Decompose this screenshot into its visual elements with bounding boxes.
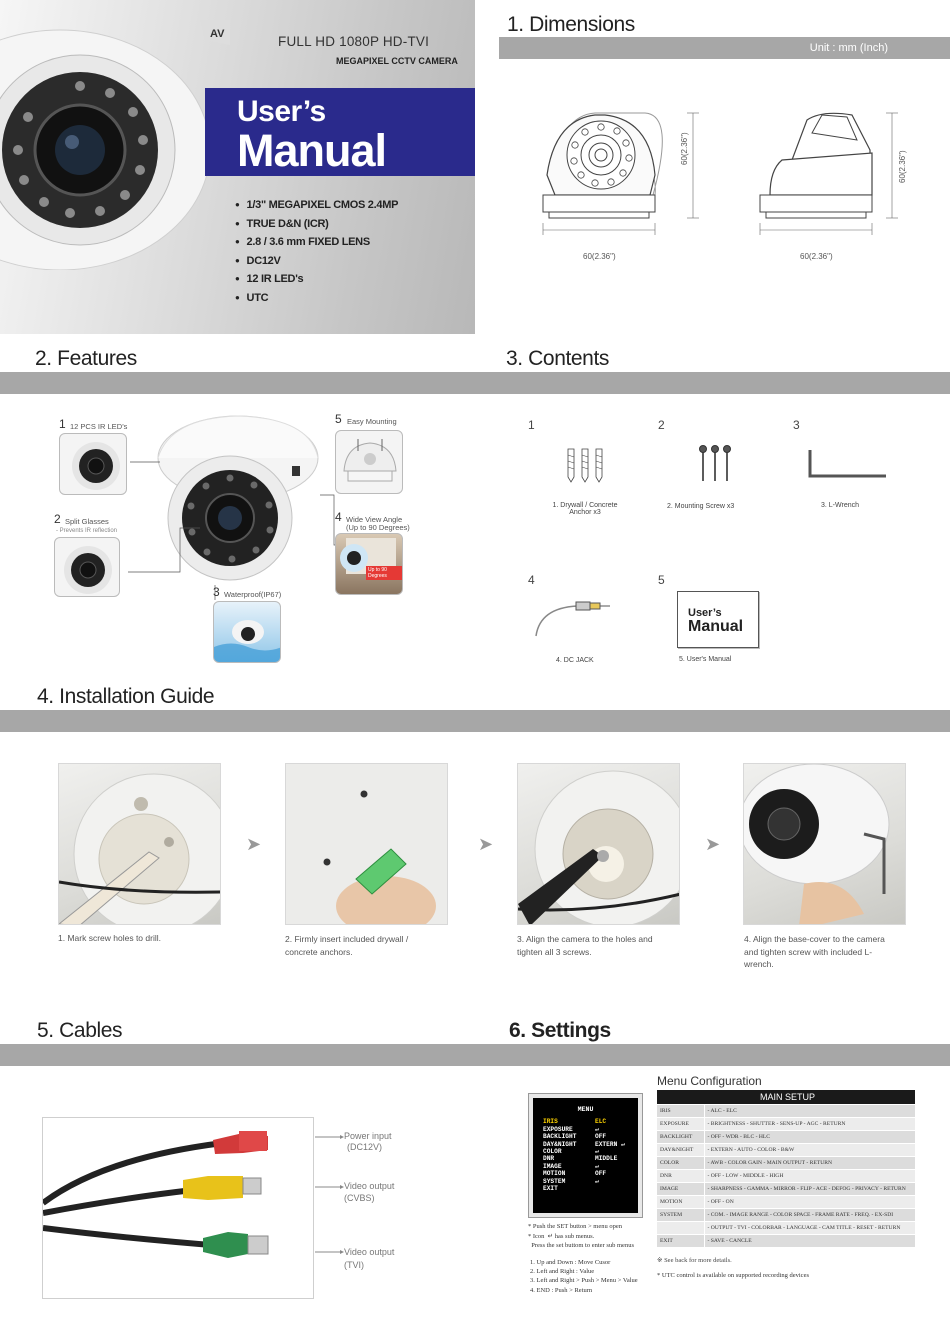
front-height-label: 60(2.36") <box>680 132 689 165</box>
setup-value: - BRIGHTNESS - SHUTTER - SENS-UP - AGC - RETURN <box>704 1117 915 1130</box>
install-step-2-photo <box>285 763 448 925</box>
setup-key <box>657 1221 704 1234</box>
content-1-label: 1. Drywall / Concrete Anchor x3 <box>552 502 618 516</box>
main-setup-header: MAIN SETUP <box>657 1090 915 1104</box>
setup-key: DAY&NIGHT <box>657 1143 704 1156</box>
screw-illustration <box>695 445 735 485</box>
installation-title: 4. Installation Guide <box>37 685 215 708</box>
setup-key: BACKLIGHT <box>657 1130 704 1143</box>
installation-bar <box>0 710 950 732</box>
feature-4-thumb <box>335 533 403 595</box>
feature-5-thumb <box>335 430 403 494</box>
osd-note: * Push the SET button > menu open <box>528 1223 623 1230</box>
content-3-num: 3 <box>793 418 800 432</box>
content-2-num: 2 <box>658 418 665 432</box>
dc-jack-illustration <box>532 596 617 638</box>
setup-value: - COM. - IMAGE RANGE - COLOR SPACE - FRAME RATE - FREQ. - EX-SDI <box>704 1208 915 1221</box>
key-instruction: 1. Up and Down : Move Cusor <box>530 1259 611 1266</box>
setup-key: EXPOSURE <box>657 1117 704 1130</box>
setup-key: DNR <box>657 1169 704 1182</box>
osd-row-key: SYSTEM <box>543 1177 566 1185</box>
install-step-1-text: 1. Mark screw holes to drill. <box>58 933 161 943</box>
setup-key: IRIS <box>657 1104 704 1117</box>
unit-label: Unit : mm (Inch) <box>809 42 888 54</box>
features-title: 2. Features <box>35 347 137 370</box>
osd-row-val: ↵ <box>595 1148 599 1156</box>
spec-item: ● TRUE D&N (ICR) <box>235 218 398 237</box>
setup-value: - OFF - LOW - MIDDLE - HIGH <box>704 1169 915 1182</box>
step-arrow-3: ➤ <box>705 834 721 854</box>
key-instruction: 4. END : Push > Return <box>530 1286 593 1294</box>
anchor-illustration <box>560 447 610 485</box>
section-bar-5-6 <box>0 1044 950 1066</box>
front-view-drawing <box>535 105 710 270</box>
content-5-num: 5 <box>658 573 665 587</box>
settings-title: 6. Settings <box>509 1019 611 1042</box>
cable-2-label: Video output <box>344 1181 395 1191</box>
spec-item: ● UTC <box>235 292 398 311</box>
booklet-title-2: Manual <box>688 618 744 635</box>
note-utc: * UTC control is available on supported recording devices <box>657 1272 809 1279</box>
cable-3-sub: (TVI) <box>344 1260 364 1270</box>
booklet-title-1: User’s <box>688 607 722 619</box>
cable-1-sub: (DC12V) <box>347 1142 383 1152</box>
front-width-label: 60(2.36") <box>583 252 616 261</box>
content-2-label: 2. Mounting Screw x3 <box>667 503 735 510</box>
spec-item: ● DC12V <box>235 255 398 274</box>
feature-3-num: 3 <box>213 585 220 599</box>
setup-key: COLOR <box>657 1156 704 1169</box>
product-subtitle: MEGAPIXEL CCTV CAMERA <box>336 56 458 66</box>
feature-1-thumb <box>59 433 127 495</box>
manual-title-line2: Manual <box>237 125 387 176</box>
content-5-label: 5. User's Manual <box>679 656 732 663</box>
setup-key: MOTION <box>657 1195 704 1208</box>
feature-5-label: Easy Mounting <box>347 417 397 426</box>
osd-row-val: MIDDLE <box>595 1155 618 1163</box>
spec-list <box>235 199 398 310</box>
install-step-4-text: 4. Align the base-cover to the camera and tighten screw with included L-wrench. <box>744 934 885 969</box>
feature-2-label: Split Glasses <box>65 517 109 526</box>
spec-item: ● 12 IR LED's <box>235 273 398 292</box>
setup-value: - SAVE - CANCLE <box>704 1234 915 1247</box>
dimensions-title: 1. Dimensions <box>507 13 635 36</box>
content-3-label: 3. L-Wrench <box>821 502 859 509</box>
manual-booklet-illustration <box>677 591 759 648</box>
content-1-num: 1 <box>528 418 535 432</box>
cable-1-label: Power input <box>344 1131 392 1141</box>
setup-value: - ALC - ELC <box>704 1104 915 1117</box>
spec-item: ● 2.8 / 3.6 mm FIXED LENS <box>235 236 398 255</box>
install-step-3-photo <box>517 763 680 925</box>
setup-key: IMAGE <box>657 1182 704 1195</box>
feature-3-label: Waterproof(IP67) <box>224 590 282 599</box>
brand-logo: AV <box>210 28 225 40</box>
osd-row-val: ELC <box>595 1118 607 1126</box>
feature-1-num: 1 <box>59 417 66 431</box>
key-instruction: 2. Left and Right : Value <box>530 1268 595 1276</box>
setup-value: - OFF - WDR - BLC - HLC <box>704 1130 915 1143</box>
osd-row-key: DNR <box>543 1155 555 1163</box>
cable-2-sub: (CVBS) <box>344 1193 375 1203</box>
setup-value: - OFF - ON <box>704 1195 915 1208</box>
feature-2-num: 2 <box>54 512 61 526</box>
install-step-1-photo <box>58 763 221 925</box>
osd-row-key: EXPOSURE <box>543 1125 573 1133</box>
osd-notes <box>528 1222 634 1251</box>
step-arrow-1: ➤ <box>246 834 262 854</box>
osd-row-key: MOTION <box>543 1170 566 1178</box>
osd-note: * Icon ↵ has sub menus. <box>528 1232 595 1240</box>
cable-3-label: Video output <box>344 1247 395 1257</box>
key-instructions <box>530 1258 638 1295</box>
feature-1-label: 12 PCS IR LED’s <box>70 422 128 431</box>
section-bar-2-3 <box>0 372 950 394</box>
osd-menu-screen <box>528 1093 643 1218</box>
cables-title: 5. Cables <box>37 1019 123 1042</box>
install-step-3-text: 3. Align the camera to the holes and tighten all 3 screws. <box>517 934 653 957</box>
osd-row-val: ↵ <box>595 1125 599 1133</box>
l-wrench-illustration <box>806 448 888 480</box>
angle-badge: Up to 90 Degrees <box>366 566 402 580</box>
setup-value: - AWB - COLOR GAIN - MAIN OUTPUT - RETURN <box>704 1156 915 1169</box>
cables-photo <box>42 1117 314 1299</box>
setup-key: SYSTEM <box>657 1208 704 1221</box>
key-instruction: 3. Left and Right > Push > Menu > Value <box>530 1277 638 1285</box>
content-4-num: 4 <box>528 573 535 587</box>
manual-title-line1: User’s <box>237 95 326 128</box>
osd-row-key: IRIS <box>543 1118 558 1126</box>
dome-camera-illustration <box>0 0 230 270</box>
feature-connector-lines <box>120 440 360 600</box>
content-4-label: 4. DC JACK <box>556 657 594 664</box>
setup-value: - OUTPUT - TVI - COLORBAR - LANGUAGE - CAM TITLE - RESET - RETURN <box>704 1221 915 1234</box>
osd-row-val: EXTERN ↵ <box>595 1140 625 1148</box>
setup-key: EXIT <box>657 1234 704 1247</box>
main-setup-table <box>657 1090 915 1248</box>
feature-4-num: 4 <box>335 510 342 524</box>
install-step-4-photo <box>743 763 906 925</box>
osd-note: Press the set buttom to enter sub menus <box>528 1242 634 1249</box>
osd-row-key: DAY&NIGHT <box>543 1140 577 1148</box>
contents-title: 3. Contents <box>506 347 609 370</box>
osd-row-val: OFF <box>595 1170 607 1178</box>
install-step-2-text: 2. Firmly insert included drywall / concrete anchors. <box>285 934 409 957</box>
product-line: FULL HD 1080P HD-TVI <box>278 34 430 49</box>
note-see-back: ※ See back for more details. <box>657 1257 732 1264</box>
feature-4-note: (Up to 90 Degrees) <box>346 523 410 532</box>
setup-value: - SHARPNESS - GAMMA - MIRROR - FLIP - ACE - DEFOG - PRIVACY - RETURN <box>704 1182 915 1195</box>
osd-row-val: ↵ <box>595 1162 599 1170</box>
osd-row-key: BACKLIGHT <box>543 1133 577 1141</box>
side-height-label: 60(2.36") <box>898 150 907 183</box>
setup-value: - EXTERN - AUTO - COLOR - B&W <box>704 1143 915 1156</box>
hero-panel <box>0 0 475 334</box>
osd-heading: MENU <box>577 1106 594 1113</box>
step-arrow-2: ➤ <box>478 834 494 854</box>
cable-callout-arrows <box>315 1135 345 1275</box>
feature-2-thumb <box>54 537 120 597</box>
spec-item: ● 1/3" MEGAPIXEL CMOS 2.4MP <box>235 199 398 218</box>
menu-config-title: Menu Configuration <box>657 1074 762 1088</box>
feature-3-thumb <box>213 601 281 663</box>
osd-row-key: COLOR <box>543 1148 562 1156</box>
osd-row-val: OFF <box>595 1133 607 1141</box>
side-view-drawing <box>752 105 927 270</box>
osd-row-key: EXIT <box>543 1185 558 1193</box>
feature-5-num: 5 <box>335 412 342 426</box>
osd-row-val: ↵ <box>595 1177 599 1185</box>
side-width-label: 60(2.36") <box>800 252 833 261</box>
feature-4-label: Wide View Angle <box>346 515 403 524</box>
osd-row-key: IMAGE <box>543 1162 562 1170</box>
feature-2-note: - Prevents IR reflection <box>56 528 118 534</box>
